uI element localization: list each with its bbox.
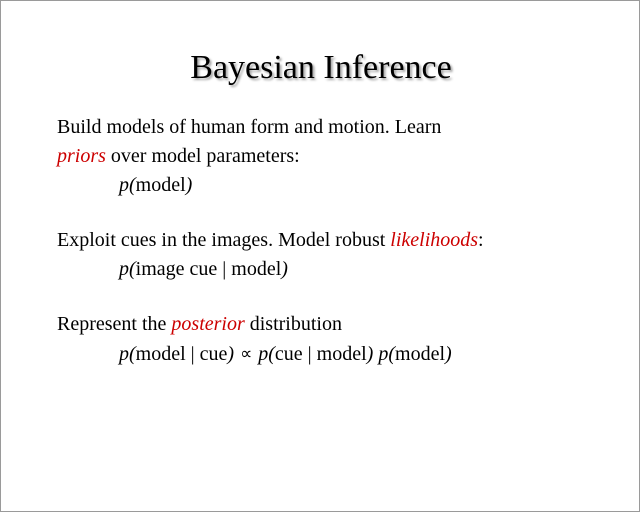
paragraph-likelihoods — [57, 226, 597, 284]
posterior-formula — [57, 339, 597, 369]
priors-formula — [57, 171, 597, 200]
likelihoods-lead-text: Exploit cues in the images. Model robust — [57, 229, 391, 251]
posterior-formula-right-close: ) — [445, 343, 452, 365]
likelihoods-emphasis: likelihoods — [390, 229, 479, 251]
posterior-emphasis: posterior — [171, 313, 245, 335]
paragraph-priors — [57, 113, 597, 200]
slide-body — [57, 113, 597, 369]
likelihoods-formula-p: p( — [119, 258, 136, 280]
posterior-formula-mid-body: cue | model — [274, 343, 367, 365]
posterior-lead-text: Represent the — [57, 313, 172, 335]
posterior-formula-right-p: p( — [378, 343, 396, 365]
posterior-lead-text-2: distribution — [244, 313, 342, 335]
posterior-formula-mid-close: ) — [366, 343, 374, 365]
page-title: Bayesian Inference — [190, 49, 452, 86]
posterior-formula-right-body: model — [395, 343, 446, 365]
priors-lead-text: Build models of human form and motion. Learn — [57, 116, 442, 138]
priors-emphasis: priors — [57, 145, 106, 167]
paragraph-posterior — [57, 310, 597, 369]
likelihoods-formula-close: ) — [281, 258, 288, 280]
posterior-formula-left-body: model | cue — [135, 343, 228, 365]
priors-lead-text-2: over model parameters: — [105, 145, 300, 167]
posterior-formula-left-p: p( — [119, 343, 136, 365]
priors-formula-body: model — [135, 174, 186, 196]
priors-formula-p: p( — [119, 174, 136, 196]
posterior-formula-mid-p: p( — [258, 343, 275, 365]
likelihoods-formula — [57, 255, 597, 284]
proportional-icon: ∝ — [240, 344, 253, 363]
likelihoods-lead-text-2: : — [478, 229, 484, 251]
likelihoods-formula-body: image cue | model — [135, 258, 282, 280]
priors-formula-close: ) — [185, 174, 193, 196]
posterior-formula-left-close: ) — [227, 343, 235, 365]
